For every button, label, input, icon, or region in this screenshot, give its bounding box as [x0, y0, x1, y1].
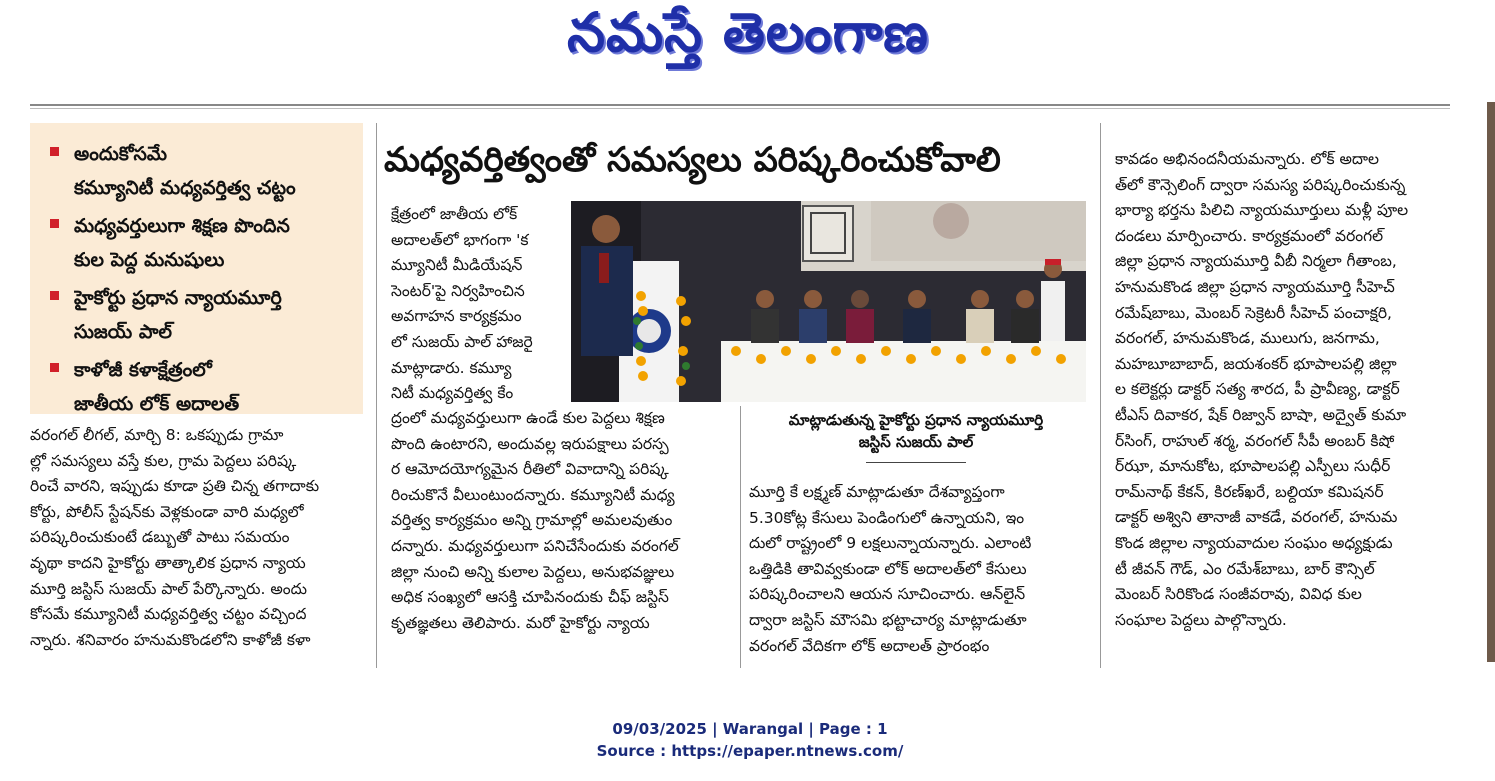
bullet-icon: [50, 147, 59, 156]
article-text-line: హనుమకొండ జిల్లా ప్రధాన న్యాయమూర్తి సీహెచ్: [1115, 277, 1395, 296]
article-text-line: జిల్లా నుంచి అన్ని కులాల పెద్దలు, అనుభవజ్ఞులు: [391, 562, 675, 581]
article-text-line: టీ జీవన్ గౌడ్, ఎం రమేశ్‌బాబు, బార్ కౌన్సిల్: [1115, 559, 1375, 578]
article-text-line: క్షేత్రంలో జాతీయ లోక్: [391, 205, 518, 223]
article-column-3: [749, 480, 1087, 659]
news-photo: [571, 201, 1086, 402]
article-text-line: ర్‌ఝా, మానుకోట, భూపాలపల్లి ఎస్పీలు సుధీర్: [1115, 457, 1391, 476]
article-text-line: లో సుజయ్ పాల్ హాజరై: [391, 332, 533, 351]
article-headline: మధ్యవర్తిత్వంతో సమస్యలు పరిష్కరించుకోవాలి: [384, 140, 1001, 180]
article-text-line: వర్తిత్వ కార్యక్రమం అన్ని గ్రామాల్లో అమలవుతుం: [391, 511, 673, 530]
adjacent-page-edge: [1487, 102, 1495, 662]
article-text-line: పరిష్కరించాలని ఆయన సూచించారు. ఆన్‌లైన్: [749, 585, 1026, 604]
highlight-item: [48, 353, 353, 421]
caption-underline: [866, 462, 966, 463]
masthead-rule: [30, 104, 1450, 106]
article-text-line: అదాలత్‌లో భాగంగా 'క: [391, 230, 529, 249]
article-text-line: దండలు మార్పించారు. కార్యక్రమంలో వరంగల్: [1115, 226, 1384, 245]
highlight-line: సుజయ్ పాల్: [74, 321, 172, 343]
article-text-line: అధిక సంఖ్యలో ఆసక్తి చూపినందుకు చీఫ్ జస్టిస్: [391, 588, 669, 607]
article-column-4: [1115, 147, 1453, 633]
article-text-line: రించే వారని, ఇప్పుడు కూడా ప్రతి చిన్న తగాదాకు: [30, 477, 320, 496]
article-text-line: రించుకొనే వీలుంటుందన్నారు. కమ్యూనిటీ మధ్య: [391, 485, 675, 504]
stage-photo-illustration: [571, 201, 1086, 402]
article-text-line: ల కలెక్టర్లు డాక్టర్ సత్య శారద, పీ ప్రావీణ్య, డాక్టర్: [1115, 380, 1400, 399]
article-text-line: డాక్టర్ అశ్విని తానాజీ వాకడే, వరంగల్, హనుమ: [1115, 508, 1398, 527]
highlight-line: హైకోర్టు ప్రధాన న్యాయమూర్తి: [74, 287, 282, 309]
article-text-line: అవగాహన కార్యక్రమం: [391, 307, 522, 326]
highlight-line: కాళోజీ కళాక్షేత్రంలో: [74, 359, 212, 381]
highlight-line: అందుకోసమే: [74, 143, 167, 165]
article-text-line: న్నారు. శనివారం హనుమకొండలోని కాళోజీ కళా: [30, 630, 311, 649]
article-text-line: ల్లో సమస్యలు వస్తే కుల, గ్రామ పెద్దలు పరిష్క: [30, 451, 297, 470]
article-text-line: మూర్తి జస్టిస్ సుజయ్ పాల్ పేర్కొన్నారు. అందు: [30, 579, 307, 598]
article-text-line: త్‌లో కౌన్సెలింగ్ ద్వారా సమస్య పరిష్కరించుకున్న: [1115, 175, 1406, 194]
caption-line: జస్టిస్ సుజయ్ పాల్: [858, 433, 974, 451]
article-text-line: దులో రాష్ట్రంలో 9 లక్షలున్నాయన్నారు. ఎలాంటి: [749, 534, 1032, 553]
column-divider: [1100, 123, 1101, 668]
article-text-line: ఒత్తిడికి తావివ్వకుండా లోక్ అదాలత్‌లో కేసులు: [749, 559, 1027, 578]
bullet-icon: [50, 219, 59, 228]
article-text-line: వరంగల్ లీగల్, మార్చి 8: ఒకప్పుడు గ్రామా: [30, 426, 284, 444]
article-text-line: ద్రంలో మధ్యవర్తులుగా ఉండే కుల పెద్దలు శిక్షణ: [391, 409, 665, 427]
article-text-line: ద్వారా జస్టిస్ మౌసమి భట్టాచార్య మాట్లాడుతూ: [749, 610, 1027, 629]
article-text-line: మాట్లాడారు. కమ్యూ: [391, 358, 512, 377]
article-text-line: పరిష్కరించుకుంటే డబ్బుతో పాటు సమయం: [30, 528, 290, 547]
article-text-line: ర్‌సింగ్, రాహుల్ శర్మ, వరంగల్ సీపీ అంబర్ కిషో: [1115, 431, 1395, 450]
article-text-line: మ్యూనిటీ మీడియేషన్: [391, 256, 523, 275]
article-text-line: కావడం అభినందనీయమన్నారు. లోక్ అదాల: [1115, 150, 1379, 168]
column-divider: [376, 123, 377, 668]
masthead-rule-thin: [30, 108, 1450, 109]
article-text-line: 5.30కోట్ల కేసులు పెండింగులో ఉన్నాయని, ఇం: [749, 508, 1025, 527]
highlight-item: [48, 137, 353, 205]
article-text-line: సంఘాల పెద్దలు పాల్గొన్నారు.: [1115, 610, 1287, 629]
photo-caption: [745, 409, 1087, 453]
article-text-line: జిల్లా ప్రధాన న్యాయమూర్తి వీబీ నిర్మలా గీతాంబ,: [1115, 252, 1397, 271]
article-text-line: కొండ జిల్లాల న్యాయవాదుల సంఘం అధ్యక్షుడు: [1115, 533, 1393, 552]
footer-page-info: 09/03/2025 | Warangal | Page : 1: [612, 720, 888, 738]
highlights-box: [30, 123, 363, 414]
bullet-icon: [50, 363, 59, 372]
article-text-line: నిటీ మధ్యవర్తిత్వ కేం: [391, 384, 514, 403]
article-text-line: కోర్టు, పోలీస్ స్టేషన్‌కు వెళ్లకుండా వారి మధ్యలో: [30, 502, 304, 521]
highlight-line: కమ్యూనిటీ మధ్యవర్తిత్వ చట్టం: [74, 177, 296, 199]
article-text-line: పొంది ఉంటారని, అందువల్ల ఇరుపక్షాలు పరస్ప: [391, 434, 669, 453]
article-text-line: వరంగల్, హనుమకొండ, ములుగు, జనగామ,: [1115, 329, 1380, 348]
article-text-line: వరంగల్ వేదికగా లోక్ అదాలత్ ప్రారంభం: [749, 636, 990, 655]
article-text-line: కోసమే కమ్యూనిటీ మధ్యవర్తిత్వ చట్టం వచ్చింద: [30, 605, 307, 624]
highlight-line: మధ్యవర్తులుగా శిక్షణ పొందిన: [74, 215, 290, 237]
article-text-line: భార్యా భర్తను పిలిచి న్యాయమూర్తులు మళ్లీ పూల: [1115, 201, 1409, 220]
footer-source: Source : https://epaper.ntnews.com/: [596, 742, 904, 760]
article-text-line: మహబూబాబాద్, జయశంకర్ భూపాలపల్లి జిల్లా: [1115, 354, 1397, 373]
bullet-icon: [50, 291, 59, 300]
article-text-line: వృథా కాదని హైకోర్టు తాత్కాలిక ప్రధాన న్యాయ: [30, 553, 306, 572]
article-text-line: మెంబర్ సిరికొండ సంజీవరావు, వివిధ కుల: [1115, 585, 1362, 604]
highlight-item: [48, 281, 353, 349]
highlight-line: జాతీయ లోక్ అదాలత్: [74, 393, 240, 415]
article-text-line: సెంటర్'పై నిర్వహించిన: [391, 281, 525, 300]
article-text-line: రామ్‌నాథ్ కేకన్, కిరణ్‌ఖరే, బల్దియా కమిషనర్: [1115, 482, 1384, 501]
article-text-line: దన్నారు. మధ్యవర్తులుగా పనిచేసేందుకు వరంగల్: [391, 536, 679, 555]
article-text-line: ర ఆమోదయోగ్యమైన రీతిలో వివాదాన్ని పరిష్క: [391, 460, 669, 479]
highlight-line: కుల పెద్ద మనుషులు: [74, 249, 225, 271]
article-column-1: [30, 423, 363, 653]
article-text-line: రమేష్‌బాబు, మెంబర్ సెక్రెటరీ సీహెచ్ పంచాక్షరి,: [1115, 303, 1392, 322]
caption-line: మాట్లాడుతున్న హైకోర్టు ప్రధాన న్యాయమూర్తి: [788, 411, 1044, 429]
column-divider: [740, 406, 741, 668]
article-text-line: టీఎస్ దివాకర, షేక్ రిజ్వాన్ బాషా, అద్వైత్ కుమా: [1115, 405, 1407, 424]
newspaper-masthead-logo: నమస్తే తెలంగాణ: [567, 0, 929, 64]
article-text-line: కృతజ్ఞతలు తెలిపారు. మరో హైకోర్టు న్యాయ: [391, 613, 650, 632]
highlight-item: [48, 209, 353, 277]
article-column-2-bottom: [391, 406, 727, 636]
article-column-2-top: [391, 202, 566, 407]
article-text-line: మూర్తి కే లక్ష్మణ్ మాట్లాడుతూ దేశవ్యాప్తంగా: [749, 483, 1005, 501]
